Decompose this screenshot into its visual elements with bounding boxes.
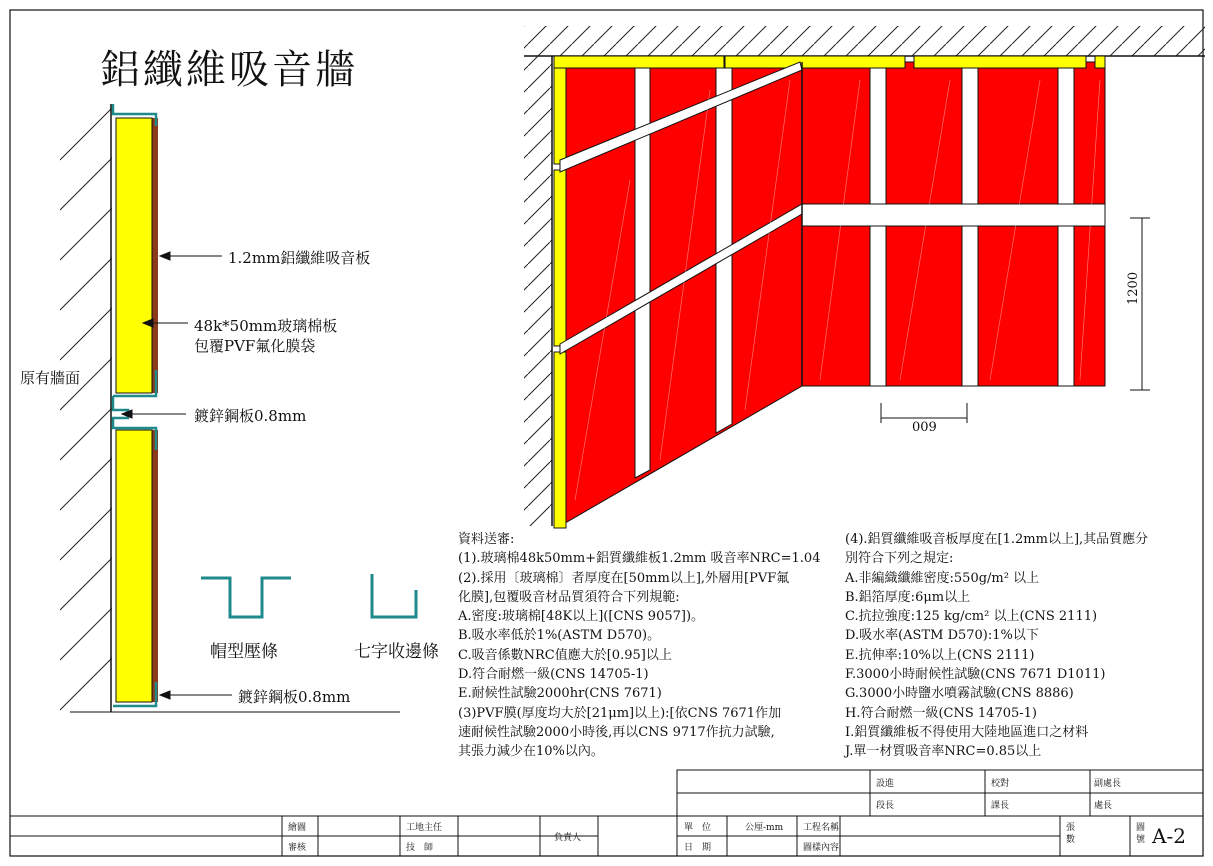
tb-section-chief: 段長 [876,801,895,811]
note-line: E.抗伸率:10%以上(CNS 2111) [845,647,1035,663]
side-wall-hatch [524,56,552,526]
glasswool-label-line2: 包覆PVF氟化膜袋 [194,337,316,355]
tb-review: 審核 [288,843,307,853]
note-line: A.密度:玻璃棉[48K以上]([CNS 9057])。 [458,609,705,625]
seven-edge-strip-label: 七字收邊條 [354,642,439,662]
note-line: 化膜],包覆吸音材品質須符合下列規範: [458,589,680,605]
note-line: A.非編織纖維密度:550g/m² 以上 [845,570,1040,586]
tb-technician: 技 師 [406,843,434,853]
tb-director: 處長 [1094,801,1113,811]
note-line: (3)PVF膜(厚度均大於[21μm]以上):[依CNS 7671作加 [458,705,782,721]
notes-left [458,530,820,762]
tb-dept-chief: 課長 [991,801,1010,811]
tb-responsible: 負責人 [554,833,582,843]
width-dimension-label: 009 [912,420,937,435]
note-line: (2).採用〔玻璃棉〕者厚度在[50mm以上],外層用[PVF氟 [458,570,790,586]
title-block [10,770,1203,856]
page-title: 鋁纖維吸音牆 [100,47,358,93]
tb-date: 日 期 [684,843,712,853]
note-line: C.抗拉強度:125 kg/cm² 以上(CNS 2111) [845,609,1098,625]
tb-drawn: 繪圖 [288,823,307,833]
board-label: 1.2mm鋁纖維吸音板 [228,249,371,267]
elevation-drawing [524,26,1205,528]
note-line: G.3000小時鹽水噴霧試驗(CNS 8886) [845,686,1074,702]
tb-unit-value: 公厘-mm [745,823,784,833]
note-line: 別符合下列之規定: [845,551,954,567]
existing-wall-label: 原有牆面 [20,369,81,387]
note-line: J.單一材質吸音率NRC=0.85以上 [845,744,1042,760]
left-wall-red-face [560,62,802,526]
note-line: B.鋁箔厚度:6μm以上 [845,589,971,605]
glasswool-label-line1: 48k*50mm玻璃棉板 [194,317,338,335]
existing-wall-hatch [60,108,112,710]
tb-drawing-content: 圖樣內容 [803,843,840,853]
seven-edge-strip-profile [372,574,416,617]
note-line: I.鋁質纖維板不得使用大陸地區進口之材料 [845,724,1089,740]
upper-glasswool-panel [116,118,152,393]
note-line: D.吸水率(ASTM D570):1%以下 [845,628,1039,644]
steel-plate-label-bottom: 鍍鋅鋼板0.8mm [238,688,351,706]
tb-sheets: 張 數 [1066,823,1076,845]
tb-check: 校對 [991,779,1010,789]
tb-site-chief: 工地主任 [406,823,443,833]
tb-design: 設進 [876,779,895,789]
note-line: C.吸音係數NRC值應大於[0.95]以上 [458,647,672,663]
tb-drawing-no: A-2 [1152,824,1186,848]
note-line: F.3000小時耐候性試驗(CNS 7671 D1011) [845,667,1106,683]
tb-drawing-no-label: 圖 號 [1136,823,1146,845]
hat-strip-label: 帽型壓條 [210,642,278,662]
note-line: E.耐候性試驗2000hr(CNS 7671) [458,686,662,702]
steel-plate-label-mid: 鍍鋅鋼板0.8mm [194,407,307,425]
note-line: (4).鋁質纖維吸音板厚度在[1.2mm以上],其品質應分 [845,532,1149,547]
note-line: 速耐候性試驗2000小時後,再以CNS 9717作抗力試驗, [458,724,775,740]
tb-unit: 單 位 [684,823,712,833]
ceiling-hatch [524,26,1205,56]
height-dimension-label: 1200 [1126,271,1141,305]
note-line: 資料送審: [458,532,515,547]
tb-vice-director: 副處長 [1094,779,1122,789]
note-line: (1).玻璃棉48k50mm+鋁質纖維板1.2mm 吸音率NRC=1.04 [458,551,821,567]
notes-right [845,530,1148,762]
note-line: 其張力減少在10%以內。 [458,744,604,760]
lower-glasswool-panel [116,430,152,702]
hat-strip-profile [201,578,291,617]
note-line: B.吸水率低於1%(ASTM D570)。 [458,628,661,644]
note-line: D.符合耐燃一級(CNS 14705-1) [458,667,649,683]
tb-project-name: 工程名稱 [803,823,840,833]
note-line: H.符合耐燃一級(CNS 14705-1) [845,705,1037,721]
